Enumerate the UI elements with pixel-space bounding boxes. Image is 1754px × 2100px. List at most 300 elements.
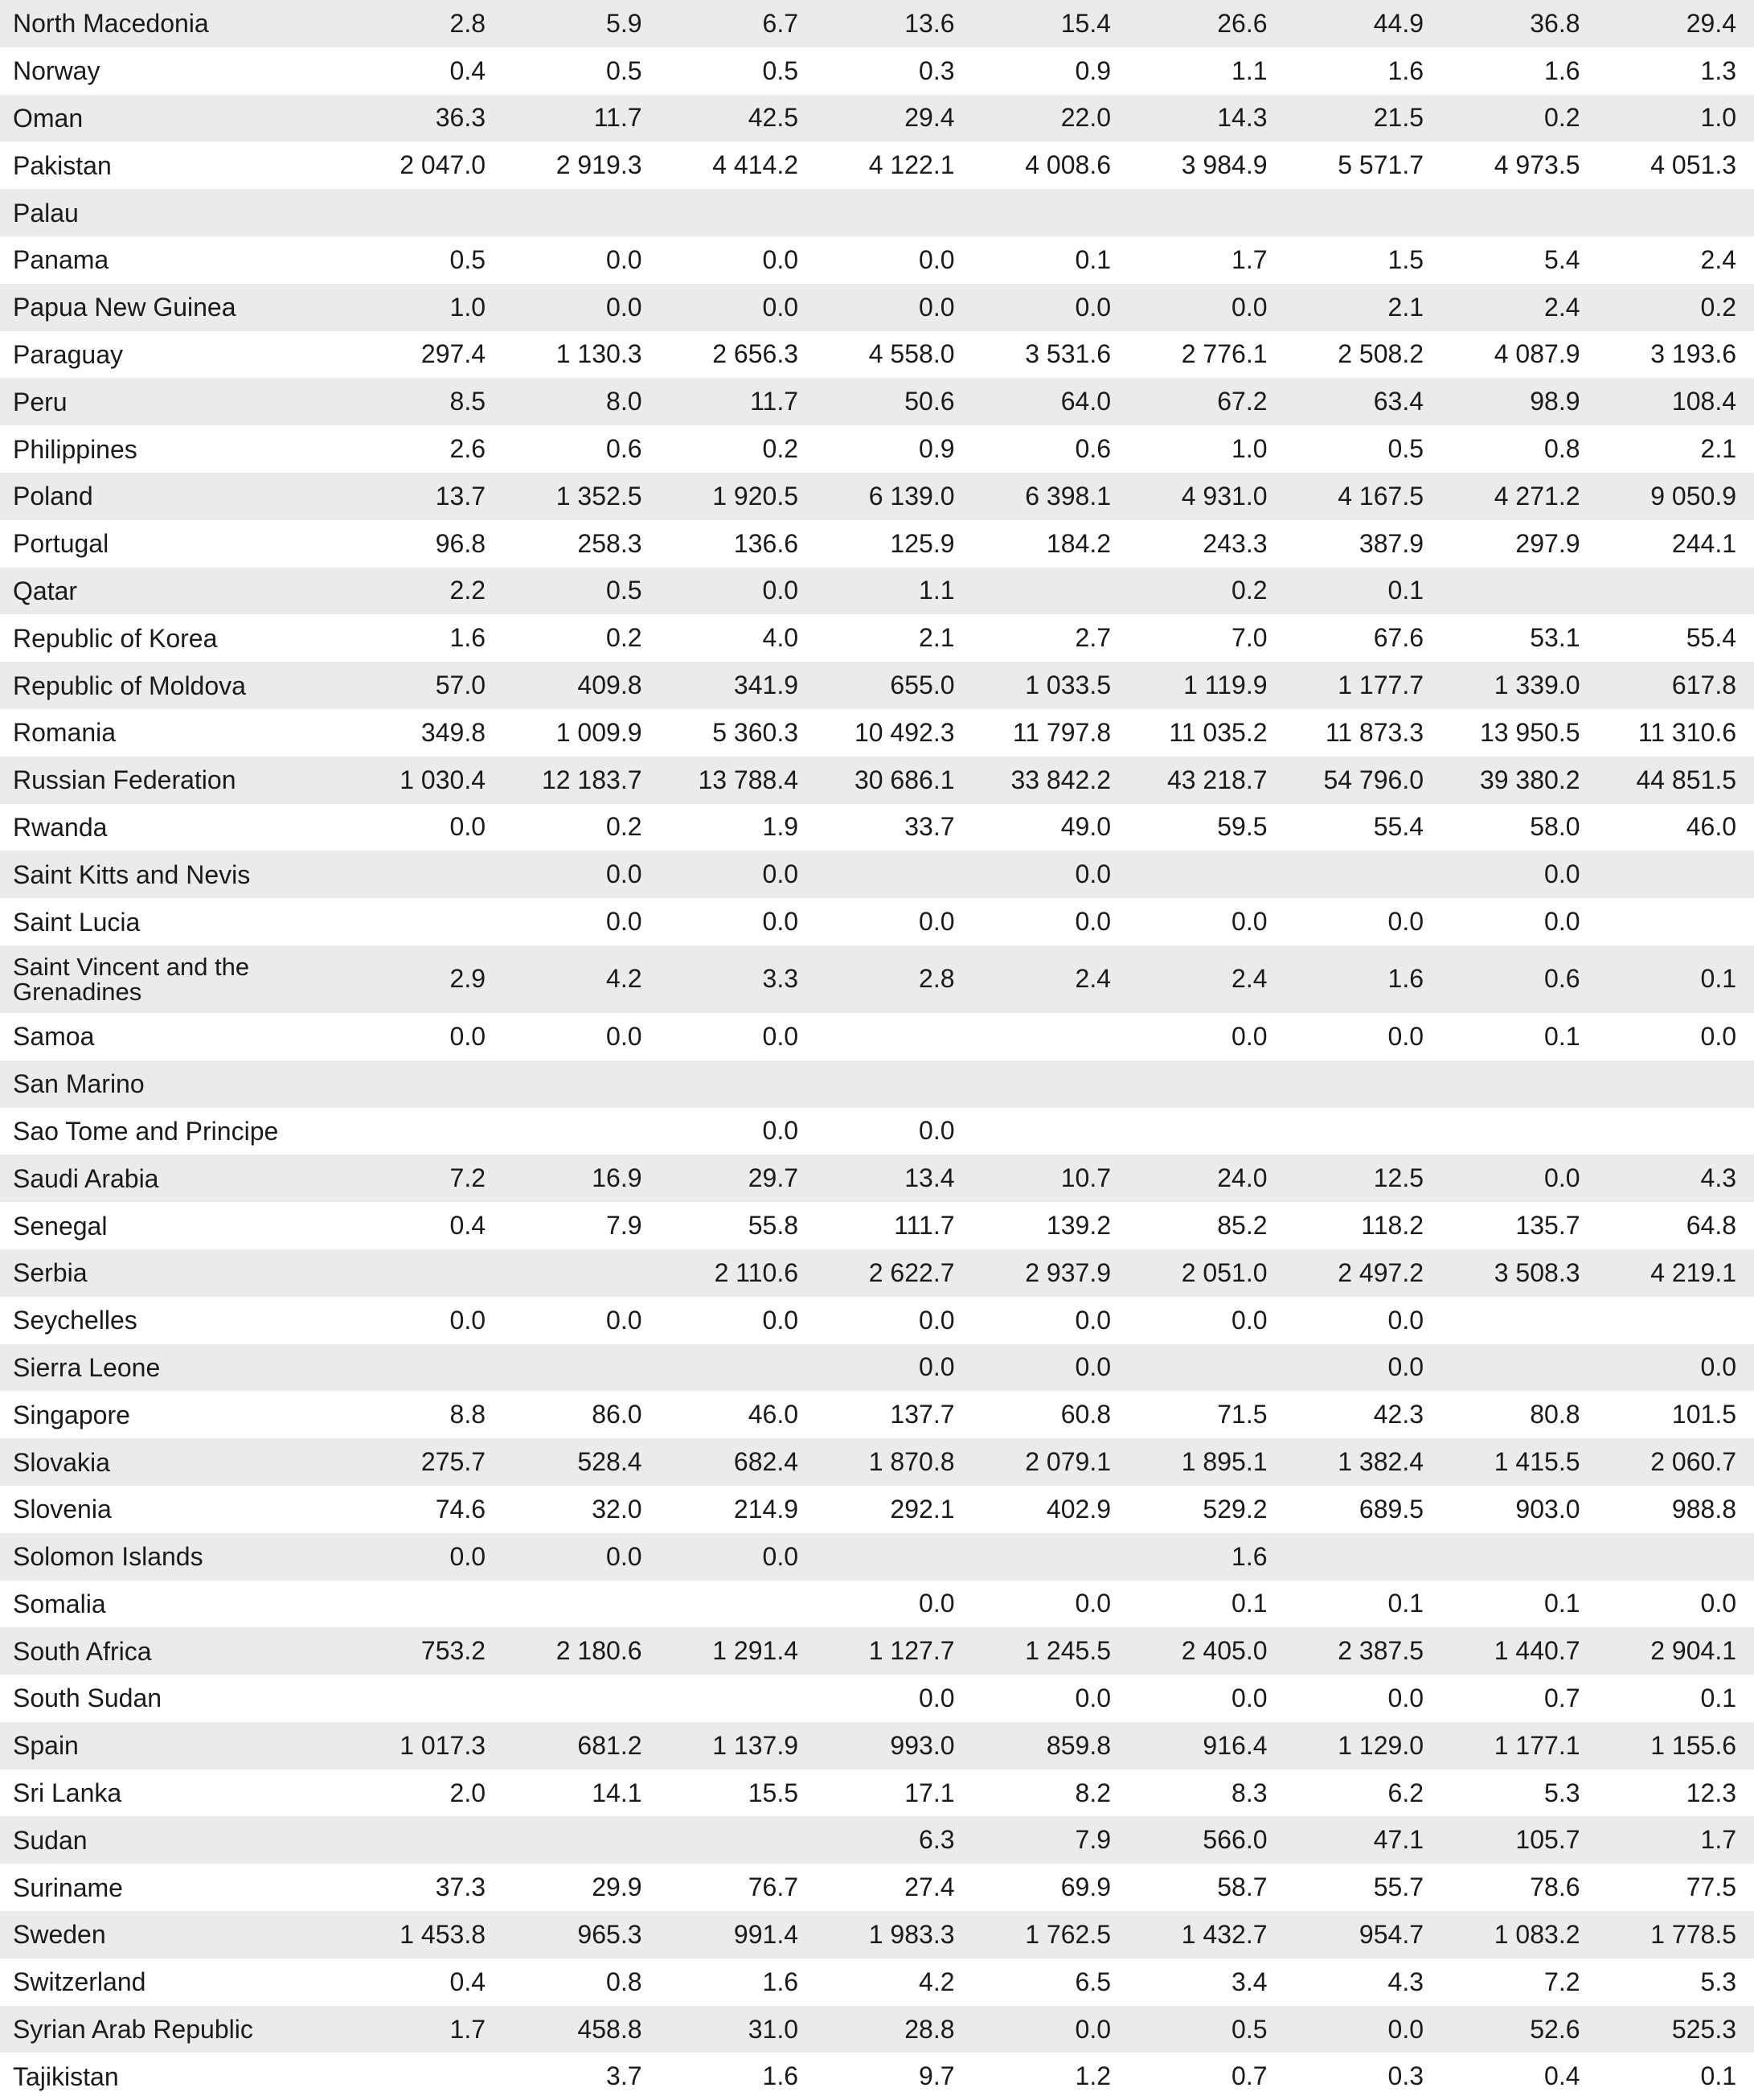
value-cell: 2.6 (449, 434, 486, 464)
value-cell: 118.2 (1361, 1211, 1424, 1241)
value-cell: 2.4 (1075, 964, 1111, 994)
country-name: Serbia (13, 1258, 88, 1288)
country-name: Rwanda (13, 812, 108, 842)
value-cell: 4 931.0 (1181, 481, 1268, 511)
value-cell: 5.9 (606, 8, 642, 38)
value-cell: 46.0 (1686, 812, 1736, 842)
value-cell: 0.0 (1075, 859, 1111, 889)
value-cell: 96.8 (435, 528, 486, 558)
value-cell: 42.5 (748, 103, 798, 133)
value-cell: 2.4 (1231, 964, 1268, 994)
table-row (0, 662, 1754, 709)
value-cell: 1.0 (449, 292, 486, 322)
value-cell: 1 870.8 (868, 1447, 955, 1476)
table-row (0, 804, 1754, 851)
country-name: Senegal (13, 1211, 108, 1241)
table-row (0, 236, 1754, 284)
value-cell: 859.8 (1046, 1730, 1111, 1760)
value-cell: 1 137.9 (712, 1730, 798, 1760)
value-cell: 0.0 (762, 1021, 798, 1051)
value-cell: 1 453.8 (400, 1919, 486, 1949)
value-cell: 0.2 (606, 623, 642, 653)
value-cell: 988.8 (1671, 1494, 1736, 1524)
table-row (0, 1391, 1754, 1438)
value-cell: 0.1 (1700, 1683, 1736, 1712)
value-cell: 7.9 (606, 1211, 642, 1241)
value-cell: 0.0 (762, 907, 798, 937)
country-name: Pakistan (13, 150, 112, 180)
country-name: Suriname (13, 1872, 123, 1902)
table-row (0, 1958, 1754, 2006)
value-cell: 991.4 (733, 1919, 798, 1949)
table-row (0, 1770, 1754, 1817)
value-cell: 1.7 (449, 2014, 486, 2044)
table-row (0, 1344, 1754, 1392)
value-cell: 29.7 (748, 1163, 798, 1193)
value-cell: 8.2 (1075, 1778, 1111, 1807)
value-cell: 0.0 (1231, 907, 1268, 937)
value-cell: 0.0 (449, 1305, 486, 1335)
value-cell: 5.3 (1544, 1778, 1580, 1807)
value-cell: 0.5 (449, 244, 486, 274)
value-cell: 1.6 (762, 1967, 798, 1996)
value-cell: 0.0 (449, 1541, 486, 1571)
value-cell: 0.1 (1544, 1589, 1580, 1618)
value-cell: 1 440.7 (1494, 1636, 1580, 1666)
value-cell: 4 087.9 (1494, 339, 1580, 369)
value-cell: 3.7 (606, 2061, 642, 2091)
country-name: Sweden (13, 1920, 106, 1950)
value-cell: 1 177.1 (1494, 1730, 1580, 1760)
value-cell: 0.1 (1387, 576, 1424, 605)
value-cell: 0.1 (1387, 1589, 1424, 1618)
country-name: Slovakia (13, 1447, 110, 1477)
value-cell: 0.0 (762, 576, 798, 605)
value-cell: 0.0 (919, 1589, 955, 1618)
value-cell: 8.0 (606, 387, 642, 416)
value-cell: 6.7 (762, 8, 798, 38)
value-cell: 387.9 (1359, 528, 1424, 558)
value-cell: 46.0 (748, 1400, 798, 1429)
value-cell: 139.2 (1046, 1211, 1111, 1241)
table-row (0, 1202, 1754, 1249)
table-row (0, 1155, 1754, 1202)
value-cell: 1 177.7 (1338, 671, 1424, 700)
table-row (0, 1249, 1754, 1297)
table-row (0, 1486, 1754, 1533)
value-cell: 297.4 (420, 339, 486, 369)
value-cell: 275.7 (420, 1447, 486, 1476)
value-cell: 13.7 (435, 481, 486, 511)
value-cell: 5.3 (1700, 1967, 1736, 1996)
value-cell: 4 558.0 (868, 339, 955, 369)
value-cell: 1.6 (1387, 55, 1424, 85)
country-name: Saint Lucia (13, 907, 141, 937)
value-cell: 0.5 (1387, 434, 1424, 464)
value-cell: 0.6 (1075, 434, 1111, 464)
table-row (0, 331, 1754, 379)
value-cell: 0.0 (919, 907, 955, 937)
value-cell: 5 360.3 (712, 717, 798, 747)
country-name: Samoa (13, 1022, 95, 1052)
value-cell: 76.7 (748, 1872, 798, 1902)
value-cell: 681.2 (577, 1730, 642, 1760)
value-cell: 2 904.1 (1650, 1636, 1736, 1666)
value-cell: 0.7 (1544, 1683, 1580, 1712)
value-cell: 15.5 (748, 1778, 798, 1807)
value-cell: 13 788.4 (698, 765, 798, 794)
value-cell: 0.0 (1700, 1021, 1736, 1051)
value-cell: 26.6 (1217, 8, 1268, 38)
value-cell: 0.0 (1075, 1589, 1111, 1618)
value-cell: 2 776.1 (1181, 339, 1268, 369)
value-cell: 4.0 (762, 623, 798, 653)
value-cell: 10 492.3 (854, 717, 955, 747)
value-cell: 67.2 (1217, 387, 1268, 416)
value-cell: 78.6 (1530, 1872, 1580, 1902)
value-cell: 0.0 (919, 1116, 955, 1146)
value-cell: 0.0 (762, 244, 798, 274)
value-cell: 2 497.2 (1338, 1257, 1424, 1287)
value-cell: 655.0 (890, 671, 955, 700)
value-cell: 64.0 (1060, 387, 1111, 416)
value-cell: 1.7 (1231, 244, 1268, 274)
country-name: Sao Tome and Principe (13, 1116, 279, 1146)
value-cell: 2 508.2 (1338, 339, 1424, 369)
value-cell: 903.0 (1515, 1494, 1580, 1524)
table-row (0, 142, 1754, 189)
value-cell: 0.0 (919, 244, 955, 274)
value-cell: 0.0 (606, 907, 642, 937)
value-cell: 1 432.7 (1181, 1919, 1268, 1949)
value-cell: 0.7 (1231, 2061, 1268, 2091)
value-cell: 43 218.7 (1166, 765, 1268, 794)
country-name: Papua New Guinea (13, 293, 236, 322)
value-cell: 0.0 (1544, 859, 1580, 889)
value-cell: 1.0 (1700, 103, 1736, 133)
value-cell: 1 762.5 (1025, 1919, 1111, 1949)
value-cell: 0.0 (1231, 292, 1268, 322)
value-cell: 125.9 (890, 528, 955, 558)
value-cell: 682.4 (733, 1447, 798, 1476)
value-cell: 0.0 (762, 859, 798, 889)
value-cell: 67.6 (1373, 623, 1424, 653)
value-cell: 0.6 (606, 434, 642, 464)
table-row (0, 520, 1754, 568)
value-cell: 0.0 (606, 244, 642, 274)
value-cell: 137.7 (890, 1400, 955, 1429)
value-cell: 0.9 (1075, 55, 1111, 85)
value-cell: 4.3 (1387, 1967, 1424, 1996)
value-cell: 6.2 (1387, 1778, 1424, 1807)
value-cell: 0.0 (762, 1116, 798, 1146)
value-cell: 0.0 (1700, 1352, 1736, 1382)
value-cell: 1.6 (449, 623, 486, 653)
value-cell: 0.0 (1544, 1163, 1580, 1193)
table-row (0, 1060, 1754, 1108)
value-cell: 0.0 (1075, 907, 1111, 937)
value-cell: 27.4 (904, 1872, 955, 1902)
value-cell: 3 984.9 (1181, 150, 1268, 180)
value-cell: 36.8 (1530, 8, 1580, 38)
value-cell: 0.0 (449, 812, 486, 842)
value-cell: 4 219.1 (1650, 1257, 1736, 1287)
value-cell: 11.7 (750, 387, 798, 416)
table-row (0, 614, 1754, 662)
value-cell: 13.6 (904, 8, 955, 38)
value-cell: 1.6 (1231, 1541, 1268, 1571)
value-cell: 5.4 (1544, 244, 1580, 274)
value-cell: 528.4 (577, 1447, 642, 1476)
value-cell: 243.3 (1203, 528, 1268, 558)
country-name: North Macedonia (13, 9, 209, 39)
value-cell: 0.0 (1387, 1352, 1424, 1382)
country-name: South Africa (13, 1636, 152, 1666)
value-cell: 0.0 (1700, 1589, 1736, 1618)
value-cell: 69.9 (1060, 1872, 1111, 1902)
value-cell: 0.4 (1544, 2061, 1580, 2091)
value-cell: 1.0 (1231, 434, 1268, 464)
country-name: Oman (13, 103, 84, 133)
value-cell: 1.1 (919, 576, 955, 605)
country-name: Paraguay (13, 339, 123, 369)
country-name: Romania (13, 718, 117, 748)
country-name: Tajikistan (13, 2061, 119, 2091)
value-cell: 2.4 (1544, 292, 1580, 322)
table-row (0, 2006, 1754, 2053)
value-cell: 9.7 (919, 2061, 955, 2091)
value-cell: 2 937.9 (1025, 1257, 1111, 1287)
value-cell: 52.6 (1530, 2014, 1580, 2044)
value-cell: 11.7 (593, 103, 642, 133)
value-cell: 1 983.3 (868, 1919, 955, 1949)
value-cell: 0.4 (449, 55, 486, 85)
value-cell: 2.8 (449, 8, 486, 38)
value-cell: 0.0 (919, 1683, 955, 1712)
value-cell: 42.3 (1373, 1400, 1424, 1429)
value-cell: 0.2 (762, 434, 798, 464)
table-row (0, 709, 1754, 757)
table-row (0, 1722, 1754, 1770)
value-cell: 1.9 (762, 812, 798, 842)
value-cell: 2.8 (919, 964, 955, 994)
value-cell: 2.1 (1387, 292, 1424, 322)
table-row (0, 1438, 1754, 1486)
value-cell: 28.8 (904, 2014, 955, 2044)
value-cell: 11 035.2 (1169, 717, 1268, 747)
value-cell: 2 060.7 (1650, 1447, 1736, 1476)
value-cell: 2.7 (1075, 623, 1111, 653)
value-cell: 55.7 (1373, 1872, 1424, 1902)
value-cell: 0.1 (1075, 244, 1111, 274)
value-cell: 566.0 (1203, 1825, 1268, 1855)
country-name: Somalia (13, 1589, 106, 1618)
value-cell: 44 851.5 (1636, 765, 1736, 794)
value-cell: 7.2 (1544, 1967, 1580, 1996)
table-row (0, 378, 1754, 425)
country-name: Palau (13, 198, 79, 228)
value-cell: 402.9 (1046, 1494, 1111, 1524)
country-name: Republic of Korea (13, 623, 218, 653)
table-row (0, 473, 1754, 520)
value-cell: 4 122.1 (868, 150, 955, 180)
value-cell: 57.0 (435, 671, 486, 700)
country-name: Qatar (13, 576, 78, 605)
value-cell: 21.5 (1373, 103, 1424, 133)
country-name: Saint Kitts and Nevis (13, 859, 251, 889)
value-cell: 22.0 (1060, 103, 1111, 133)
value-cell: 0.0 (1387, 1683, 1424, 1712)
table-row (0, 1864, 1754, 1911)
country-name: Slovenia (13, 1495, 112, 1524)
value-cell: 54 796.0 (1323, 765, 1424, 794)
value-cell: 0.0 (606, 1541, 642, 1571)
value-cell: 2 387.5 (1338, 1636, 1424, 1666)
value-cell: 17.1 (904, 1778, 955, 1807)
value-cell: 12 183.7 (541, 765, 642, 794)
value-cell: 0.0 (1231, 1683, 1268, 1712)
value-cell: 86.0 (592, 1400, 642, 1429)
value-cell: 33.7 (904, 812, 955, 842)
country-name: Republic of Moldova (13, 671, 246, 700)
value-cell: 59.5 (1217, 812, 1268, 842)
table-row (0, 1816, 1754, 1864)
value-cell: 101.5 (1671, 1400, 1736, 1429)
country-name: Spain (13, 1731, 79, 1761)
value-cell: 55.4 (1686, 623, 1736, 653)
value-cell: 1 129.0 (1338, 1730, 1424, 1760)
value-cell: 4 973.5 (1494, 150, 1580, 180)
value-cell: 8.8 (449, 1400, 486, 1429)
value-cell: 753.2 (420, 1636, 486, 1666)
value-cell: 60.8 (1060, 1400, 1111, 1429)
value-cell: 0.0 (762, 1305, 798, 1335)
value-cell: 2.2 (449, 576, 486, 605)
value-cell: 1.1 (1231, 55, 1268, 85)
value-cell: 1.7 (1700, 1825, 1736, 1855)
table-row (0, 284, 1754, 331)
table-row (0, 1533, 1754, 1581)
table-row (0, 945, 1754, 1013)
value-cell: 1 382.4 (1338, 1447, 1424, 1476)
value-cell: 2.1 (1700, 434, 1736, 464)
value-cell: 64.8 (1686, 1211, 1736, 1241)
table-row (0, 568, 1754, 615)
value-cell: 1 339.0 (1494, 671, 1580, 700)
table-row (0, 898, 1754, 945)
value-cell: 2 051.0 (1181, 1257, 1268, 1287)
value-cell: 47.1 (1373, 1825, 1424, 1855)
value-cell: 5 571.7 (1338, 150, 1424, 180)
value-cell: 44.9 (1373, 8, 1424, 38)
value-cell: 0.1 (1231, 1589, 1268, 1618)
country-name: South Sudan (13, 1684, 162, 1713)
value-cell: 136.6 (733, 528, 798, 558)
value-cell: 32.0 (592, 1494, 642, 1524)
value-cell: 0.0 (1387, 1305, 1424, 1335)
country-name: Sierra Leone (13, 1352, 161, 1382)
value-cell: 1 130.3 (555, 339, 642, 369)
value-cell: 3 531.6 (1025, 339, 1111, 369)
value-cell: 1 155.6 (1650, 1730, 1736, 1760)
table-row (0, 95, 1754, 142)
value-cell: 4 271.2 (1494, 481, 1580, 511)
value-cell: 11 797.8 (1012, 717, 1111, 747)
value-cell: 184.2 (1046, 528, 1111, 558)
country-name: Singapore (13, 1400, 130, 1429)
value-cell: 2 919.3 (555, 150, 642, 180)
country-name: Norway (13, 56, 100, 86)
value-cell: 0.8 (1544, 434, 1580, 464)
value-cell: 0.2 (1544, 103, 1580, 133)
value-cell: 63.4 (1373, 387, 1424, 416)
value-cell: 341.9 (733, 671, 798, 700)
table-row (0, 1013, 1754, 1060)
value-cell: 617.8 (1671, 671, 1736, 700)
value-cell: 8.5 (449, 387, 486, 416)
country-name: Philippines (13, 434, 137, 464)
value-cell: 105.7 (1515, 1825, 1580, 1855)
value-cell: 1 415.5 (1494, 1447, 1580, 1476)
value-cell: 0.0 (1231, 1021, 1268, 1051)
value-cell: 0.2 (1231, 576, 1268, 605)
value-cell: 0.0 (606, 1021, 642, 1051)
value-cell: 2 180.6 (555, 1636, 642, 1666)
value-cell: 0.0 (762, 292, 798, 322)
value-cell: 0.0 (449, 1021, 486, 1051)
value-cell: 0.5 (606, 576, 642, 605)
country-name: Seychelles (13, 1306, 137, 1335)
table-row (0, 757, 1754, 804)
value-cell: 0.0 (1075, 2014, 1111, 2044)
value-cell: 0.0 (1387, 2014, 1424, 2044)
value-cell: 349.8 (420, 717, 486, 747)
value-cell: 1 291.4 (712, 1636, 798, 1666)
value-cell: 458.8 (577, 2014, 642, 2044)
value-cell: 1 127.7 (868, 1636, 955, 1666)
value-cell: 0.0 (919, 1352, 955, 1382)
value-cell: 1.2 (1075, 2061, 1111, 2091)
value-cell: 14.1 (592, 1778, 642, 1807)
value-cell: 0.0 (919, 1305, 955, 1335)
table-row (0, 1108, 1754, 1155)
value-cell: 8.3 (1231, 1778, 1268, 1807)
value-cell: 74.6 (435, 1494, 486, 1524)
value-cell: 3.3 (762, 964, 798, 994)
value-cell: 7.2 (449, 1163, 486, 1193)
value-cell: 1 778.5 (1650, 1919, 1736, 1949)
value-cell: 6.3 (919, 1825, 955, 1855)
value-cell: 1 009.9 (555, 717, 642, 747)
value-cell: 36.3 (435, 103, 486, 133)
value-cell: 4.2 (606, 964, 642, 994)
value-cell: 1.6 (762, 2061, 798, 2091)
table-row (0, 1297, 1754, 1344)
value-cell: 1 030.4 (400, 765, 486, 794)
table-row (0, 425, 1754, 473)
value-cell: 0.0 (1231, 1305, 1268, 1335)
value-cell: 0.4 (449, 1967, 486, 1996)
value-cell: 0.0 (606, 1305, 642, 1335)
value-cell: 0.0 (1075, 292, 1111, 322)
value-cell: 58.0 (1530, 812, 1580, 842)
value-cell: 2 079.1 (1025, 1447, 1111, 1476)
value-cell: 525.3 (1671, 2014, 1736, 2044)
value-cell: 0.0 (1544, 907, 1580, 937)
value-cell: 1.6 (1544, 55, 1580, 85)
value-cell: 0.1 (1700, 2061, 1736, 2091)
value-cell: 0.0 (606, 859, 642, 889)
